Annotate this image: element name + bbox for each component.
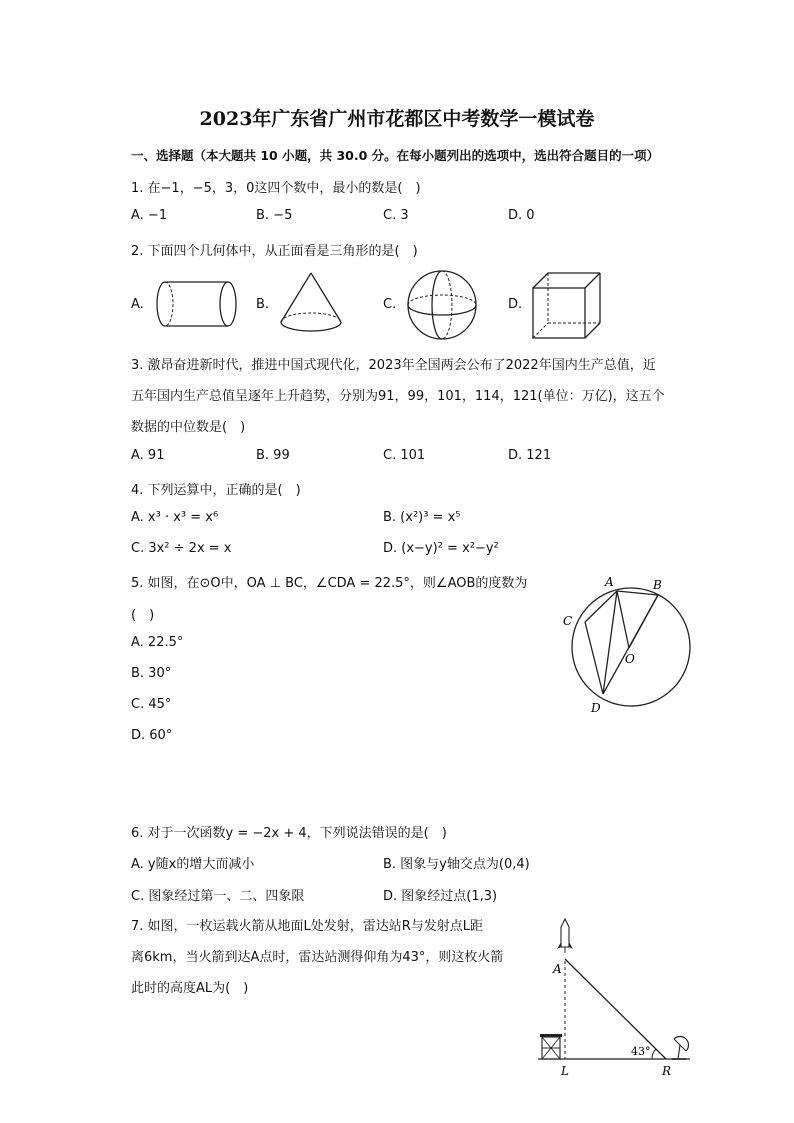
question-5-line-2: ( ) bbox=[131, 608, 155, 623]
radar-dish-icon bbox=[672, 1037, 688, 1059]
q6-option-c[interactable]: C. 图象经过第一、二、四象限 bbox=[131, 889, 305, 904]
cone-figure bbox=[276, 270, 346, 336]
cylinder-figure bbox=[150, 276, 242, 332]
q5-option-d[interactable]: D. 60° bbox=[131, 728, 173, 743]
question-3-line-3: 数据的中位数是( ) bbox=[131, 420, 246, 435]
point-l-label: L bbox=[561, 1064, 569, 1078]
point-o-label: O bbox=[625, 652, 635, 666]
q4-option-a[interactable]: A. x³ · x³ = x⁶ bbox=[131, 510, 219, 525]
q6-option-d[interactable]: D. 图象经过点(1,3) bbox=[383, 889, 498, 904]
q3-option-d[interactable]: D. 121 bbox=[508, 448, 552, 463]
question-5-line-1: 5. 如图，在⊙O中，OA ⊥ BC，∠CDA = 22.5°，则∠AOB的度数为 bbox=[131, 576, 528, 591]
q3-option-a[interactable]: A. 91 bbox=[131, 448, 165, 463]
q5-option-a[interactable]: A. 22.5° bbox=[131, 635, 184, 650]
section-heading: 一、选择题（本大题共 10 小题，共 30.0 分。在每小题列出的选项中，选出符合题目的一项） bbox=[131, 148, 660, 163]
question-7-line-1: 7. 如图，一枚运载火箭从地面L处发射，雷达站R与发射点L距 bbox=[131, 919, 484, 934]
point-c-label: C bbox=[563, 614, 573, 628]
q1-option-d[interactable]: D. 0 bbox=[508, 208, 535, 223]
rocket-icon bbox=[557, 919, 573, 953]
q2-option-d[interactable]: D. bbox=[508, 297, 523, 312]
q6-option-b[interactable]: B. 图象与y轴交点为(0,4) bbox=[383, 857, 530, 872]
question-3-line-2: 五年国内生产总值呈逐年上升趋势，分别为91，99，101，114，121(单位：万亿)，这五个 bbox=[131, 389, 665, 404]
question-2-stem: 2. 下面四个几何体中，从正面看是三角形的是( ) bbox=[131, 244, 418, 259]
angle-label: 43° bbox=[631, 1045, 651, 1058]
question-4-stem: 4. 下列运算中，正确的是( ) bbox=[131, 483, 301, 498]
question-7-line-2: 离6km，当火箭到达A点时，雷达站测得仰角为43°，则这枚火箭 bbox=[131, 950, 504, 965]
q2-option-b[interactable]: B. bbox=[256, 297, 270, 312]
point-r-label: R bbox=[662, 1064, 672, 1078]
rocket-radar-figure bbox=[530, 915, 695, 1080]
q1-option-a[interactable]: A. −1 bbox=[131, 208, 168, 223]
cube-figure bbox=[528, 268, 604, 342]
q4-option-d[interactable]: D. (x−y)² = x²−y² bbox=[383, 541, 499, 556]
q5-option-c[interactable]: C. 45° bbox=[131, 697, 172, 712]
circle-geometry-figure bbox=[555, 570, 700, 715]
question-6-stem: 6. 对于一次函数y = −2x + 4，下列说法错误的是( ) bbox=[131, 826, 447, 841]
q2-option-a[interactable]: A. bbox=[131, 297, 144, 312]
point-a-label: A bbox=[605, 575, 614, 589]
q5-option-b[interactable]: B. 30° bbox=[131, 666, 172, 681]
point-a-label: A bbox=[553, 962, 562, 976]
question-3-line-1: 3. 激昂奋进新时代，推进中国式现代化，2023年全国两会公布了2022年国内生产总值，近 bbox=[131, 358, 656, 373]
sphere-figure bbox=[402, 268, 482, 342]
q1-option-b[interactable]: B. −5 bbox=[256, 208, 293, 223]
q4-option-b[interactable]: B. (x²)³ = x⁵ bbox=[383, 510, 461, 525]
point-b-label: B bbox=[653, 578, 662, 592]
page-title: 2023年广东省广州市花都区中考数学一模试卷 bbox=[199, 108, 595, 130]
q3-option-c[interactable]: C. 101 bbox=[383, 448, 426, 463]
q2-option-c[interactable]: C. bbox=[383, 297, 397, 312]
question-7-line-3: 此时的高度AL为( ) bbox=[131, 981, 249, 996]
q1-option-c[interactable]: C. 3 bbox=[383, 208, 409, 223]
q6-option-a[interactable]: A. y随x的增大而减小 bbox=[131, 857, 255, 872]
point-d-label: D bbox=[591, 701, 601, 715]
question-1-stem: 1. 在−1，−5，3，0这四个数中，最小的数是( ) bbox=[131, 181, 421, 196]
q3-option-b[interactable]: B. 99 bbox=[256, 448, 290, 463]
q4-option-c[interactable]: C. 3x² ÷ 2x = x bbox=[131, 541, 232, 556]
launch-tower-icon bbox=[540, 1034, 562, 1059]
